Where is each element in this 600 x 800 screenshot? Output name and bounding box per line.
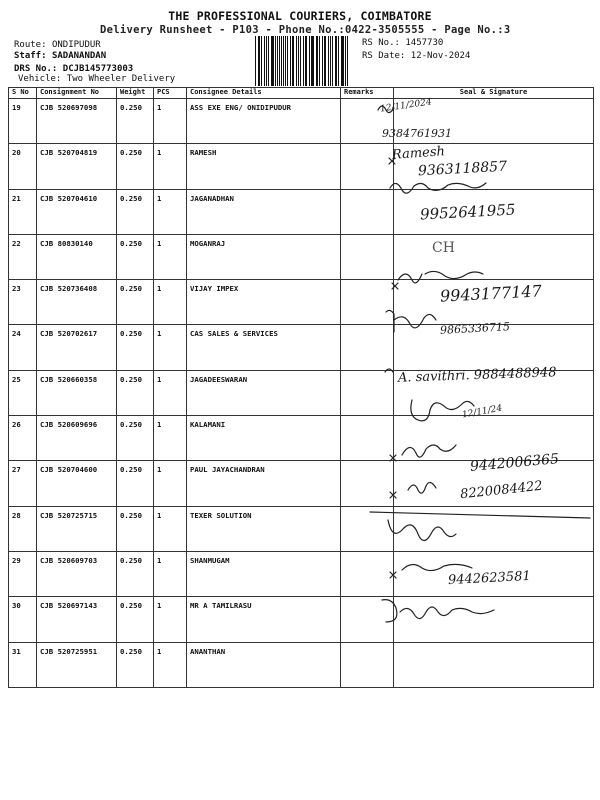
rs-date-value: 12-Nov-2024 — [410, 51, 471, 61]
cell-pcs: 1 — [154, 461, 187, 506]
col-pcs: PCS — [154, 88, 187, 99]
table-row — [9, 234, 594, 279]
cell-consignment: CJB 520704819 — [37, 144, 117, 189]
cell-remarks — [341, 642, 394, 687]
cell-signature — [394, 416, 594, 461]
table-row — [9, 99, 594, 144]
cell-weight: 0.250 — [117, 597, 154, 642]
cell-weight: 0.250 — [117, 416, 154, 461]
cell-signature — [394, 642, 594, 687]
col-consignee: Consignee Details — [187, 88, 341, 99]
rs-no-line — [362, 38, 443, 48]
cell-weight: 0.250 — [117, 234, 154, 279]
cell-consignment: CJB 520609703 — [37, 551, 117, 596]
cell-weight: 0.250 — [117, 642, 154, 687]
r21-phone-handwriting: 9952641955 — [419, 200, 516, 224]
cell-weight: 0.250 — [117, 506, 154, 551]
cell-consignment: CJB 520697098 — [37, 99, 117, 144]
rs-no-label: RS No.: — [362, 38, 400, 48]
cell-consignee: VIJAY IMPEX — [187, 280, 341, 325]
col-remarks: Remarks — [341, 88, 394, 99]
drs-label: DRS No.: — [14, 64, 58, 74]
cell-consignee: JAGADEESWARAN — [187, 370, 341, 415]
vehicle-value: Two Wheeler Delivery — [66, 74, 176, 84]
vehicle-label: Vehicle: — [18, 74, 62, 84]
cell-remarks — [341, 234, 394, 279]
table-row — [9, 642, 594, 687]
cell-remarks — [341, 144, 394, 189]
route-value: ONDIPUDUR — [51, 40, 101, 50]
staff-line — [14, 51, 106, 61]
cell-sno: 28 — [9, 506, 37, 551]
cell-consignee: KALAMANI — [187, 416, 341, 461]
table-row — [9, 416, 594, 461]
cell-pcs: 1 — [154, 416, 187, 461]
cell-sno: 21 — [9, 189, 37, 234]
cell-remarks — [341, 370, 394, 415]
cell-pcs: 1 — [154, 642, 187, 687]
cell-pcs: 1 — [154, 506, 187, 551]
cell-pcs: 1 — [154, 280, 187, 325]
cell-sno: 26 — [9, 416, 37, 461]
col-weight: Weight — [117, 88, 154, 99]
cell-consignment: CJB 520697143 — [37, 597, 117, 642]
route-line — [14, 40, 101, 50]
cell-remarks — [341, 189, 394, 234]
vehicle-line — [18, 74, 175, 84]
table-header-row — [9, 88, 594, 99]
r22-mark-handwriting: CH — [432, 240, 455, 256]
cell-consignee: ASS EXE ENG/ ONIDIPUDUR — [187, 99, 341, 144]
cell-remarks — [341, 416, 394, 461]
cell-weight: 0.250 — [117, 370, 154, 415]
cell-pcs: 1 — [154, 189, 187, 234]
company-title: THE PROFESSIONAL COURIERS, COIMBATORE — [168, 9, 432, 23]
cell-weight: 0.250 — [117, 461, 154, 506]
cell-sno: 22 — [9, 234, 37, 279]
staff-value: SADANANDAN — [51, 51, 107, 61]
cell-signature — [394, 597, 594, 642]
r23-phone-handwriting: 9943177147 — [439, 281, 543, 306]
cell-consignee: JAGANADHAN — [187, 189, 341, 234]
r19-date-handwriting: 12/11/2024 — [379, 97, 433, 115]
cell-sno: 25 — [9, 370, 37, 415]
col-consignment: Consignment No — [37, 88, 117, 99]
barcode-image — [255, 36, 349, 86]
col-signature: Seal & Signature — [394, 88, 594, 99]
cell-pcs: 1 — [154, 144, 187, 189]
rs-no-value: 1457730 — [405, 38, 444, 48]
cell-consignment: CJB 520609696 — [37, 416, 117, 461]
cell-consignment: CJB 520736408 — [37, 280, 117, 325]
r28-phone-handwriting: 8220084422 — [459, 478, 544, 503]
cell-consignment: CJB 520725951 — [37, 642, 117, 687]
cell-consignment: CJB 520660358 — [37, 370, 117, 415]
r27-phone-handwriting: 9442006365 — [469, 451, 560, 475]
r20-phone-handwriting: 9363118857 — [417, 158, 508, 180]
cell-consignee: RAMESH — [187, 144, 341, 189]
table-row — [9, 597, 594, 642]
cell-pcs: 1 — [154, 325, 187, 370]
cell-remarks — [341, 325, 394, 370]
cell-sno: 24 — [9, 325, 37, 370]
cell-consignment: CJB 80830140 — [37, 234, 117, 279]
col-sno: S No — [9, 88, 37, 99]
cell-pcs: 1 — [154, 551, 187, 596]
drs-value: DCJB145773003 — [62, 64, 134, 74]
table-row — [9, 506, 594, 551]
cell-pcs: 1 — [154, 370, 187, 415]
r25-text-handwriting: A. savithri. 9884488948 — [397, 365, 557, 386]
cell-sno: 23 — [9, 280, 37, 325]
runsheet-subtitle: Delivery Runsheet - P103 - Phone No.:0422-3505555 - Page No.:3 — [100, 24, 511, 36]
cell-weight: 0.250 — [117, 280, 154, 325]
r19-phone-handwriting: 9384761931 — [382, 127, 452, 140]
cell-sno: 31 — [9, 642, 37, 687]
cell-consignee: PAUL JAYACHANDRAN — [187, 461, 341, 506]
r30-phone-handwriting: 9442623581 — [447, 568, 532, 589]
cell-pcs: 1 — [154, 597, 187, 642]
cell-sno: 27 — [9, 461, 37, 506]
cell-weight: 0.250 — [117, 325, 154, 370]
cell-pcs: 1 — [154, 99, 187, 144]
runsheet-table — [8, 87, 594, 688]
cell-signature — [394, 234, 594, 279]
r24-phone-handwriting: 9865336715 — [439, 320, 511, 337]
cell-consignment: CJB 520702617 — [37, 325, 117, 370]
cell-consignee: ANANTHAN — [187, 642, 341, 687]
r26-date-handwriting: 12/11/24 — [461, 403, 503, 421]
cell-pcs: 1 — [154, 234, 187, 279]
cell-weight: 0.250 — [117, 551, 154, 596]
cell-remarks — [341, 506, 394, 551]
cell-remarks — [341, 597, 394, 642]
cell-remarks — [341, 551, 394, 596]
rs-date-line — [362, 51, 470, 61]
rs-date-label: RS Date: — [362, 51, 406, 61]
cell-signature — [394, 506, 594, 551]
cell-weight: 0.250 — [117, 99, 154, 144]
cell-sno: 19 — [9, 99, 37, 144]
cell-consignee: MOGANRAJ — [187, 234, 341, 279]
staff-label: Staff: — [14, 51, 47, 61]
drs-line — [14, 64, 133, 74]
cell-weight: 0.250 — [117, 144, 154, 189]
cell-consignee: SHANMUGAM — [187, 551, 341, 596]
cell-sno: 29 — [9, 551, 37, 596]
cell-weight: 0.250 — [117, 189, 154, 234]
cell-remarks — [341, 461, 394, 506]
route-label: Route: — [14, 40, 47, 50]
cell-consignment: CJB 520704600 — [37, 461, 117, 506]
cell-remarks — [341, 280, 394, 325]
cell-sno: 20 — [9, 144, 37, 189]
cell-consignment: CJB 520725715 — [37, 506, 117, 551]
cell-consignee: CAS SALES & SERVICES — [187, 325, 341, 370]
cell-consignment: CJB 520704610 — [37, 189, 117, 234]
cell-consignee: MR A TAMILRASU — [187, 597, 341, 642]
cell-sno: 30 — [9, 597, 37, 642]
cell-consignee: TEXER SOLUTION — [187, 506, 341, 551]
r20-name-handwriting: Ramesh — [391, 144, 446, 163]
